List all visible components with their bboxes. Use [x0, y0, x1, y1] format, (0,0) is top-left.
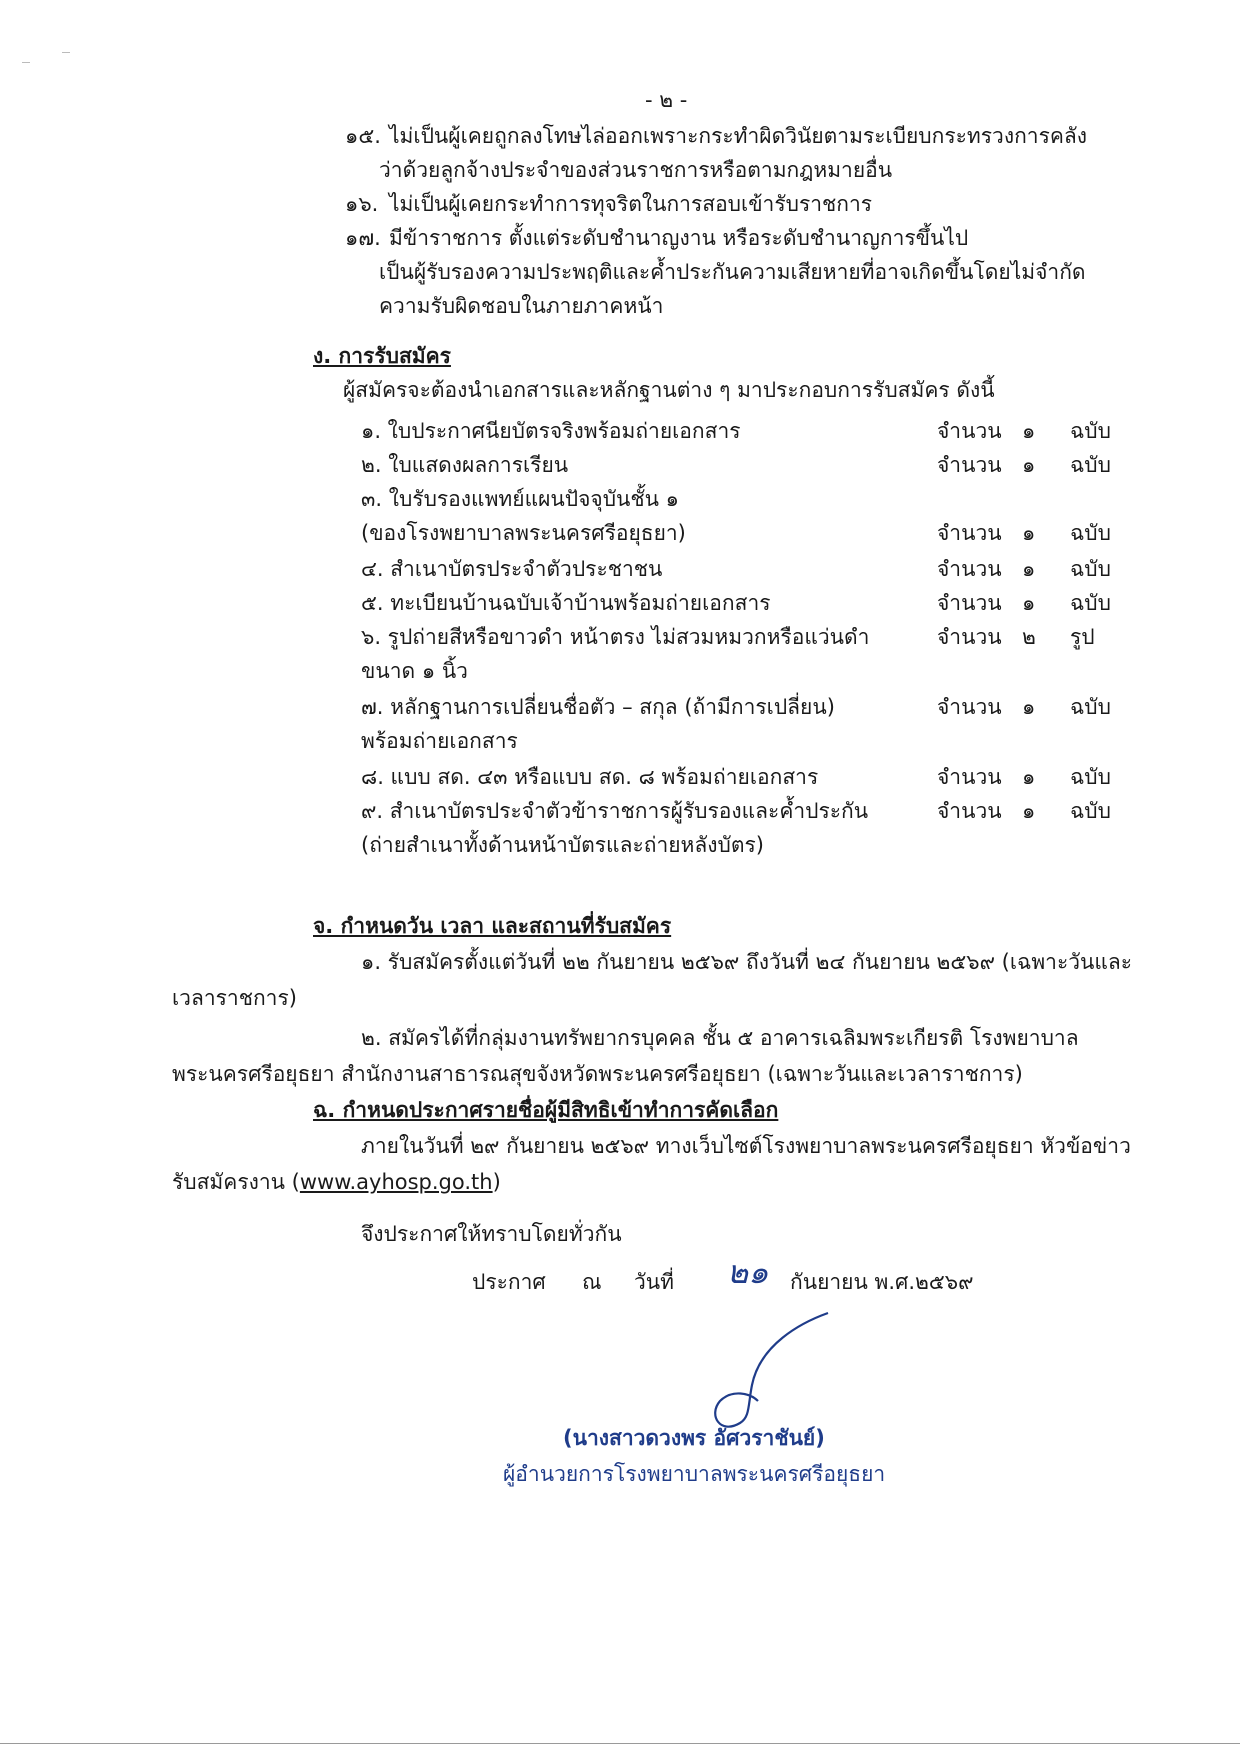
closing-statement: จึงประกาศให้ทราบโดยทั่วกัน — [361, 1222, 622, 1246]
document-item-text: ๑. ใบประกาศนียบัตรจริงพร้อมถ่ายเอกสาร — [361, 419, 741, 443]
document-item-text: ๒. ใบแสดงผลการเรียน — [361, 453, 569, 477]
document-item-count-label: จำนวน — [937, 625, 1002, 649]
announce-label: ประกาศ — [472, 1270, 546, 1294]
document-item-unit: ฉบับ — [1070, 453, 1111, 477]
schedule-paragraph-1-cont: เวลาราชการ) — [172, 986, 297, 1010]
signatory-name: (นางสาวดวงพร อัศวราชันย์) — [563, 1426, 825, 1450]
document-item-quantity: ๑ — [1022, 765, 1036, 789]
document-item-quantity: ๑ — [1022, 419, 1036, 443]
section-heading-application: ง. การรับสมัคร — [313, 344, 451, 368]
document-item-count-label: จำนวน — [937, 799, 1002, 823]
document-item-unit: ฉบับ — [1070, 799, 1111, 823]
document-item-unit: ฉบับ — [1070, 591, 1111, 615]
announcement-paragraph-cont — [172, 1168, 501, 1196]
schedule-paragraph-2-cont: พระนครศรีอยุธยา สำนักงานสาธารณสุขจังหวัดพระนครศรีอยุธยา (เฉพาะวันและเวลาราชการ) — [172, 1062, 1023, 1086]
document-item-unit: ฉบับ — [1070, 765, 1111, 789]
announcement-text-prefix: รับสมัครงาน ( — [172, 1170, 300, 1194]
schedule-paragraph-2: ๒. สมัครได้ที่กลุ่มงานทรัพยากรบุคคล ชั้น ๕ อาคารเฉลิมพระเกียรติ โรงพยาบาล — [361, 1026, 1079, 1050]
qualification-text: เป็นผู้รับรองความประพฤติและค้ำประกันความเสียหายที่อาจเกิดขึ้นโดยไม่จำกัด — [379, 260, 1086, 284]
document-item-unit: ฉบับ — [1070, 419, 1111, 443]
document-item-count-label: จำนวน — [937, 453, 1002, 477]
page-bottom-edge — [0, 1743, 1240, 1744]
handwritten-day: ๒๑ — [727, 1253, 769, 1291]
document-item-text: ๔. สำเนาบัตรประจำตัวประชาชน — [361, 557, 663, 581]
section-intro: ผู้สมัครจะต้องนำเอกสารและหลักฐานต่าง ๆ มาประกอบการรับสมัคร ดังนี้ — [343, 378, 995, 402]
document-item-unit: ฉบับ — [1070, 521, 1111, 545]
section-heading-announcement: ฉ. กำหนดประกาศรายชื่อผู้มีสิทธิเข้าทำการคัดเลือก — [313, 1098, 779, 1122]
announcement-text-suffix: ) — [492, 1170, 501, 1194]
qualification-text: ไม่เป็นผู้เคยถูกลงโทษไล่ออกเพราะกระทำผิดวินัยตามระเบียบกระทรวงการคลัง — [389, 124, 1088, 148]
document-item-text: (ของโรงพยาบาลพระนครศรีอยุธยา) — [361, 521, 686, 545]
document-item-count-label: จำนวน — [937, 765, 1002, 789]
document-item-quantity: ๑ — [1022, 453, 1036, 477]
document-item-unit: รูป — [1070, 625, 1095, 649]
document-item-text: (ถ่ายสำเนาทั้งด้านหน้าบัตรและถ่ายหลังบัตร) — [361, 833, 764, 857]
document-item-count-label: จำนวน — [937, 695, 1002, 719]
document-item-text: ๘. แบบ สด. ๔๓ หรือแบบ สด. ๘ พร้อมถ่ายเอกสาร — [361, 765, 819, 789]
document-item-quantity: ๒ — [1022, 625, 1036, 649]
document-item-count-label: จำนวน — [937, 591, 1002, 615]
qualification-text: ว่าด้วยลูกจ้างประจำของส่วนราชการหรือตามกฎหมายอื่น — [379, 158, 893, 182]
document-item-count-label: จำนวน — [937, 521, 1002, 545]
qualification-text: ไม่เป็นผู้เคยกระทำการทุจริตในการสอบเข้ารับราชการ — [389, 192, 873, 216]
scan-speck — [22, 62, 30, 63]
document-item-text: ๖. รูปถ่ายสีหรือขาวดำ หน้าตรง ไม่สวมหมวกหรือแว่นดำ — [361, 625, 870, 649]
document-item-text: ขนาด ๑ นิ้ว — [361, 659, 468, 683]
announce-day-label: วันที่ — [634, 1270, 674, 1294]
document-item-text: ๓. ใบรับรองแพทย์แผนปัจจุบันชั้น ๑ — [361, 487, 680, 511]
scan-speck — [62, 52, 70, 53]
document-item-unit: ฉบับ — [1070, 695, 1111, 719]
section-heading-schedule: จ. กำหนดวัน เวลา และสถานที่รับสมัคร — [313, 914, 672, 938]
qualification-number: ๑๖. — [345, 192, 379, 216]
signatory-title: ผู้อำนวยการโรงพยาบาลพระนครศรีอยุธยา — [503, 1462, 886, 1486]
qualification-text: ความรับผิดชอบในภายภาคหน้า — [379, 294, 664, 318]
announcement-paragraph: ภายในวันที่ ๒๙ กันยายน ๒๕๖๙ ทางเว็บไซต์โรงพยาบาลพระนครศรีอยุธยา หัวข้อข่าว — [361, 1134, 1131, 1158]
qualification-number: ๑๕. — [345, 124, 381, 148]
document-item-quantity: ๑ — [1022, 799, 1036, 823]
document-item-count-label: จำนวน — [937, 419, 1002, 443]
document-item-text: ๙. สำเนาบัตรประจำตัวข้าราชการผู้รับรองและค้ำประกัน — [361, 799, 869, 823]
document-item-quantity: ๑ — [1022, 521, 1036, 545]
signature-mark — [680, 1305, 860, 1445]
document-item-quantity: ๑ — [1022, 695, 1036, 719]
document-item-text: ๗. หลักฐานการเปลี่ยนชื่อตัว – สกุล (ถ้ามีการเปลี่ยน) — [361, 695, 835, 719]
announce-month-year: กันยายน พ.ศ.๒๕๖๙ — [790, 1270, 974, 1294]
document-item-text: พร้อมถ่ายเอกสาร — [361, 729, 518, 753]
qualification-number: ๑๗. — [345, 226, 381, 250]
document-item-unit: ฉบับ — [1070, 557, 1111, 581]
announce-at: ณ — [582, 1270, 602, 1294]
document-item-count-label: จำนวน — [937, 557, 1002, 581]
page-number: - ๒ - — [645, 88, 688, 112]
website-link[interactable]: www.ayhosp.go.th — [299, 1170, 493, 1194]
schedule-paragraph-1: ๑. รับสมัครตั้งแต่วันที่ ๒๒ กันยายน ๒๕๖๙ ถึงวันที่ ๒๔ กันยายน ๒๕๖๙ (เฉพาะวันและ — [361, 950, 1133, 974]
qualification-text: มีข้าราชการ ตั้งแต่ระดับชำนาญงาน หรือระดับชำนาญการขึ้นไป — [389, 226, 969, 250]
document-item-quantity: ๑ — [1022, 557, 1036, 581]
document-item-quantity: ๑ — [1022, 591, 1036, 615]
document-item-text: ๕. ทะเบียนบ้านฉบับเจ้าบ้านพร้อมถ่ายเอกสาร — [361, 591, 771, 615]
